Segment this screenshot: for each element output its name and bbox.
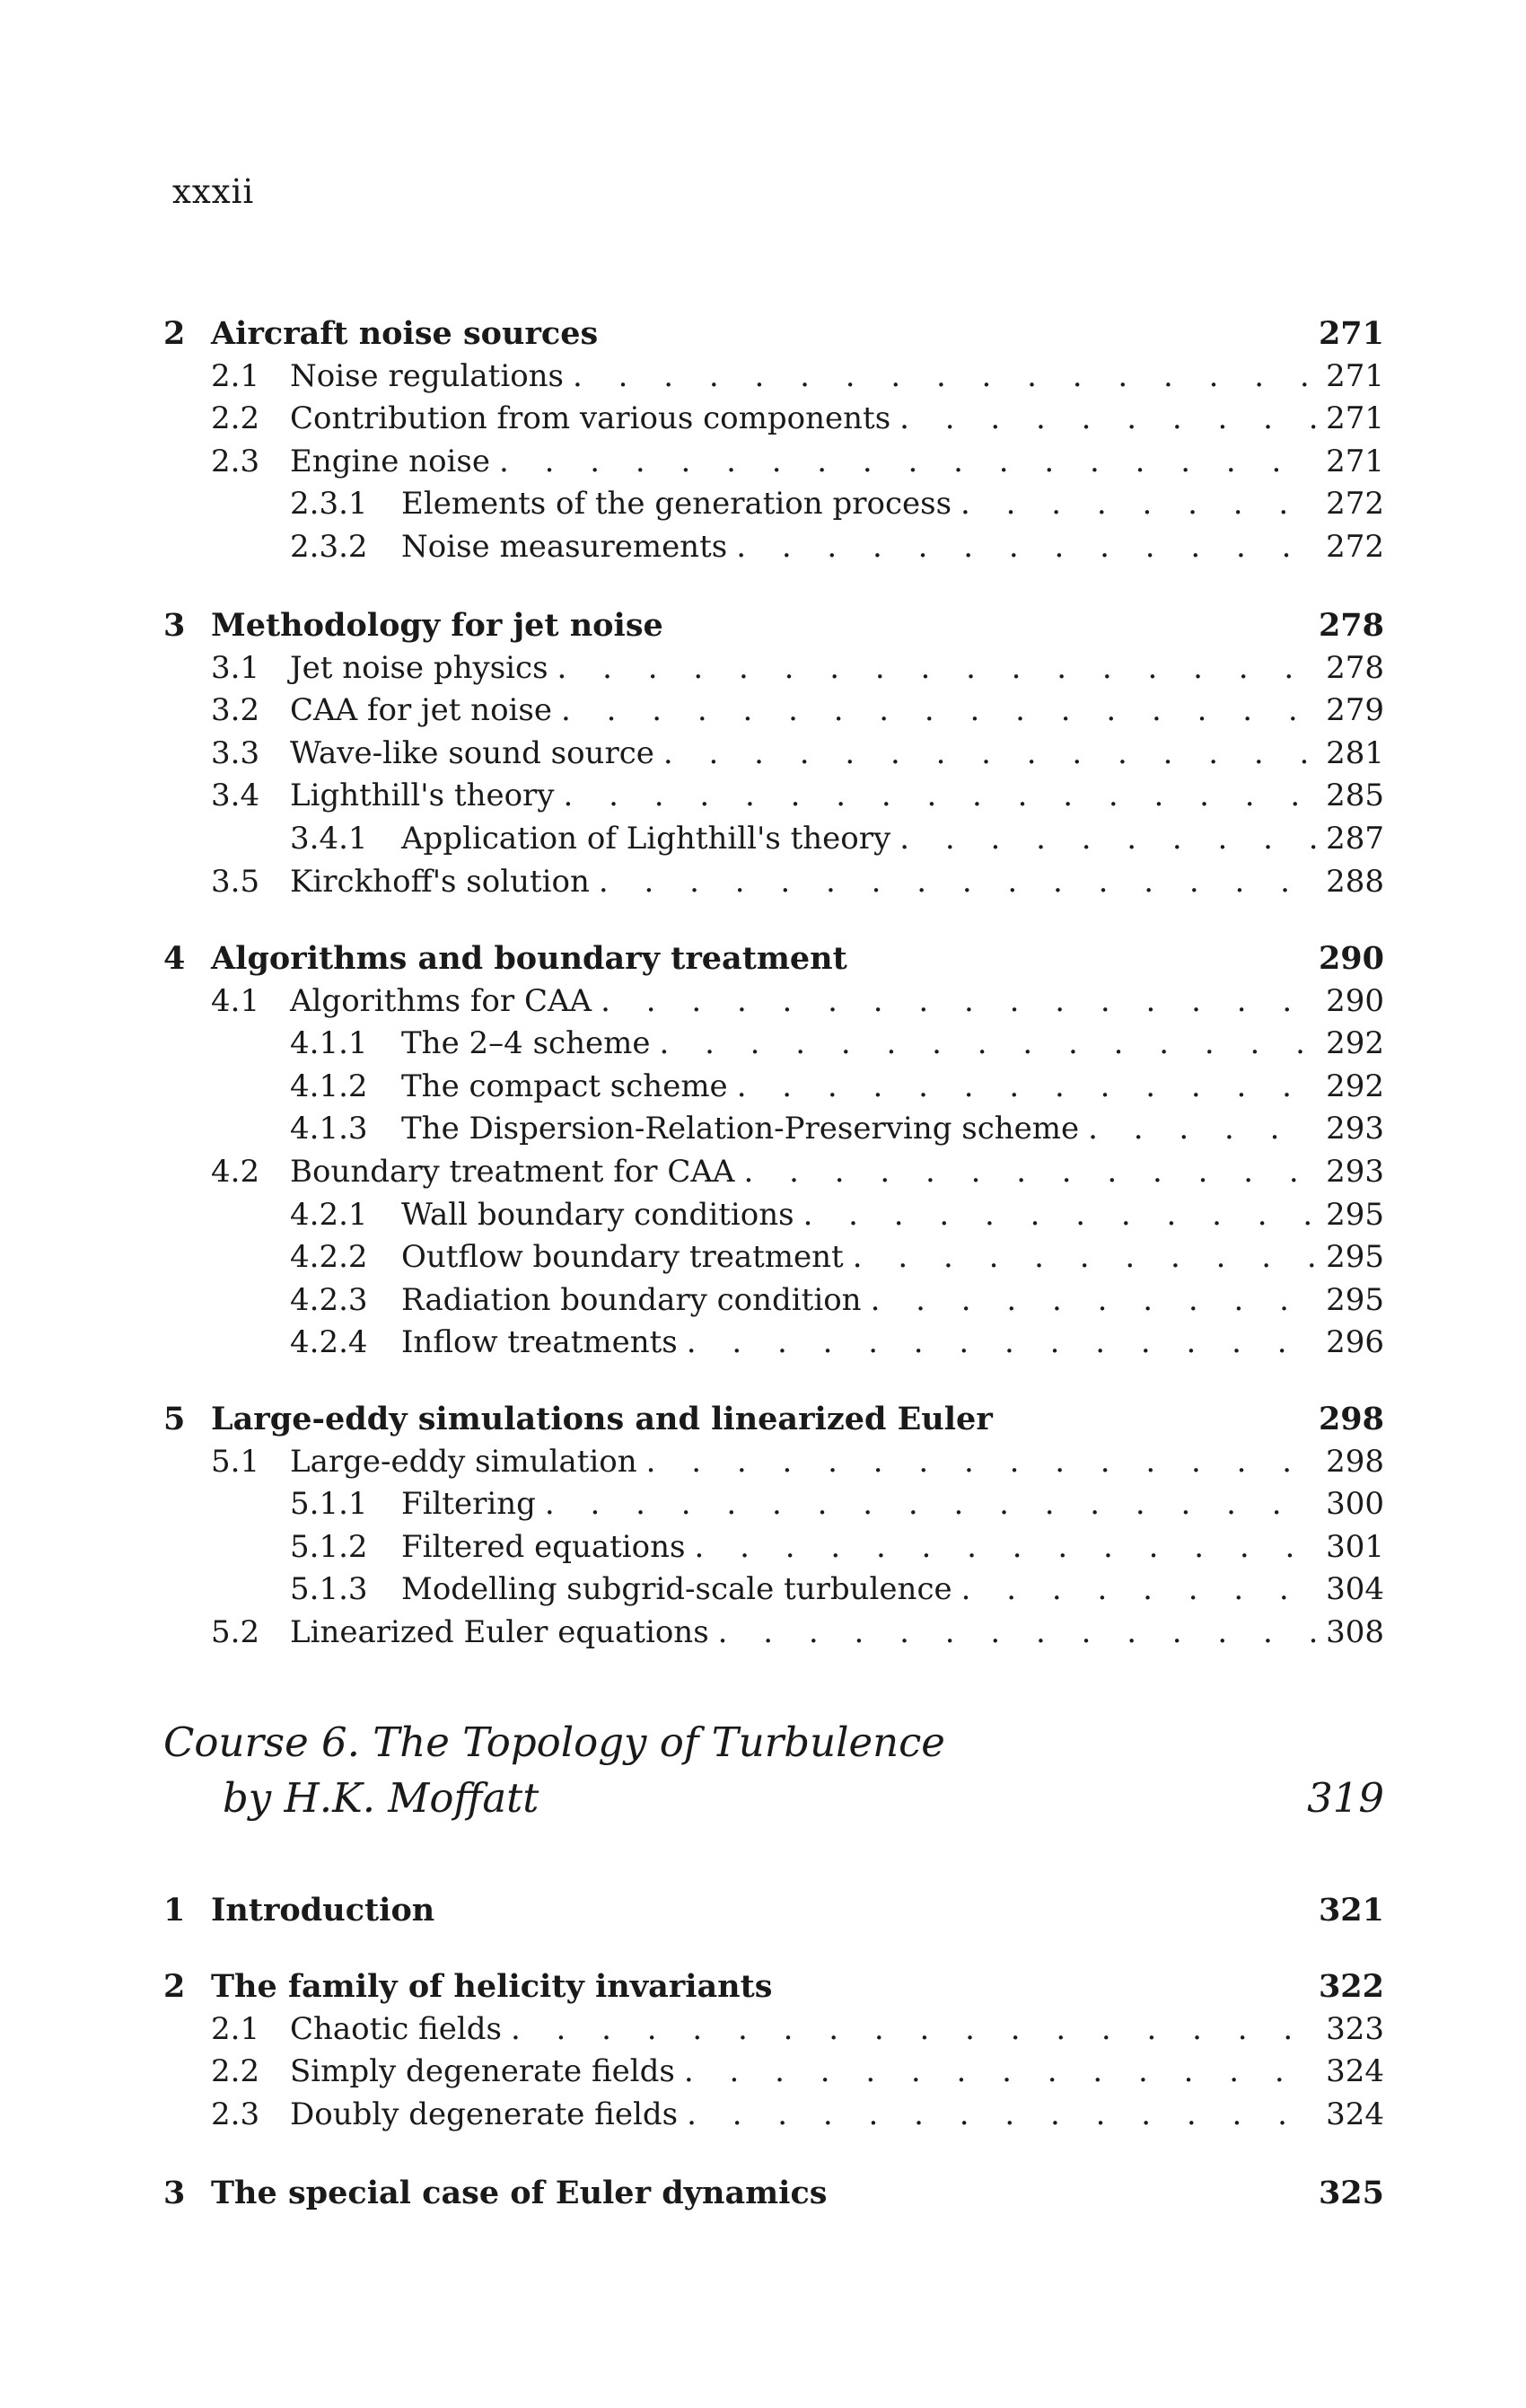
- toc-entry-subsub: [163, 1023, 1384, 1066]
- toc-entry-page: 308: [1326, 1613, 1384, 1650]
- toc-entry-number: 3.4: [211, 778, 260, 814]
- course-page: 319: [1307, 1774, 1384, 1822]
- toc-entry-number: 3.5: [211, 863, 260, 900]
- toc-leader-dots: [899, 398, 1316, 441]
- toc-entry-sub: [163, 733, 1384, 776]
- toc-course6-block-2: [163, 1965, 1384, 2136]
- toc-leader-dots: [694, 1526, 1316, 1569]
- toc-entry-sub: [163, 980, 1384, 1024]
- toc-entry-title: Introduction: [211, 1892, 435, 1929]
- toc-entry-number: 2.1: [211, 357, 260, 394]
- toc-entry-number: 4.2.1: [290, 1196, 368, 1233]
- course-title: Course 6. The Topology of Turbulence: [163, 1718, 945, 1766]
- toc-entry-page: 292: [1326, 1068, 1384, 1104]
- toc-entry-title: Radiation boundary condition: [401, 1281, 862, 1318]
- toc-leader-dots: [871, 1279, 1316, 1323]
- toc-entry-title: Chaotic fields: [290, 2010, 502, 2047]
- toc-leader-dots: [663, 733, 1316, 776]
- toc-entry-number: 4.1.1: [290, 1025, 368, 1062]
- toc-entry-page: 293: [1326, 1153, 1384, 1190]
- toc-entry-sub: [163, 861, 1384, 904]
- toc-leader-dots: [684, 2051, 1316, 2094]
- toc-entry-title: CAA for jet noise: [290, 692, 552, 729]
- toc-leader-dots: [646, 1441, 1316, 1484]
- toc-leader-dots: [561, 690, 1316, 733]
- toc-entry-title: Elements of the generation process: [401, 486, 952, 523]
- toc-entry-sub: [163, 1441, 1384, 1484]
- toc-leader-dots: [736, 526, 1316, 569]
- toc-entry-page: 325: [1318, 2175, 1384, 2211]
- toc-leader-dots: [961, 1569, 1316, 1612]
- toc-entry-sub: [163, 2051, 1384, 2094]
- toc-entry-title: Large-eddy simulations and linearized Euler: [211, 1401, 993, 1437]
- toc-entry-title: Algorithms and boundary treatment: [211, 940, 847, 977]
- toc-block-3: [163, 604, 1384, 903]
- toc-entry-title: Wall boundary conditions: [401, 1196, 794, 1233]
- toc-entry-title: Engine noise: [290, 443, 490, 479]
- toc-entry-title: The special case of Euler dynamics: [211, 2175, 828, 2211]
- toc-entry-page: 278: [1326, 649, 1384, 686]
- toc-entry-page: 271: [1326, 443, 1384, 479]
- toc-entry-sub: [163, 356, 1384, 399]
- toc-entry-page: 292: [1326, 1025, 1384, 1062]
- toc-entry-number: 2.3.2: [290, 528, 368, 565]
- toc-entry-page: 279: [1326, 692, 1384, 729]
- toc-entry-number: 2: [163, 1968, 186, 2005]
- toc-entry-page: 300: [1326, 1486, 1384, 1523]
- toc-entry-number: 2.2: [211, 2053, 260, 2090]
- toc-entry-number: 4.1.2: [290, 1068, 368, 1104]
- toc-block-4: [163, 937, 1384, 1365]
- toc-entry-sub: [163, 1151, 1384, 1194]
- toc-entry-sub: [163, 647, 1384, 690]
- toc-entry-sub: [163, 2008, 1384, 2052]
- toc-entry-page: 293: [1326, 1111, 1384, 1147]
- toc-entry-number: 4: [163, 940, 186, 977]
- toc-entry-page: 298: [1318, 1401, 1384, 1437]
- toc-leader-dots: [687, 2094, 1316, 2137]
- page-number: xxxii: [172, 172, 255, 211]
- toc-entry-page: 324: [1326, 2053, 1384, 2090]
- toc-leader-dots: [899, 818, 1316, 861]
- toc-leader-dots: [803, 1194, 1316, 1237]
- toc-entry-number: 5.1: [211, 1443, 260, 1480]
- toc-entry-number: 4.2.4: [290, 1324, 368, 1361]
- toc-leader-dots: [601, 980, 1316, 1024]
- toc-leader-dots: [737, 1066, 1316, 1109]
- toc-entry-number: 2.2: [211, 400, 260, 437]
- toc-entry-subsub: [163, 1108, 1384, 1151]
- toc-entry-sec: [163, 604, 1384, 647]
- toc-entry-subsub: [163, 1194, 1384, 1237]
- toc-entry-number: 5.1.3: [290, 1571, 368, 1608]
- toc-entry-number: 5.1.2: [290, 1528, 368, 1565]
- toc-entry-page: 290: [1326, 982, 1384, 1019]
- toc-entry-page: 295: [1326, 1239, 1384, 1276]
- course-author: by H.K. Moffatt: [223, 1774, 539, 1822]
- toc-entry-sec: [163, 1398, 1384, 1441]
- toc-entry-sub: [163, 690, 1384, 733]
- toc-entry-title: Large-eddy simulation: [290, 1443, 637, 1480]
- toc-entry-subsub: [163, 1322, 1384, 1365]
- toc-entry-number: 2.1: [211, 2010, 260, 2047]
- toc-leader-dots: [499, 441, 1316, 484]
- toc-entry-title: Noise regulations: [290, 357, 565, 394]
- toc-entry-number: 5: [163, 1401, 186, 1437]
- toc-entry-number: 4.2.2: [290, 1239, 368, 1276]
- toc-entry-page: 278: [1318, 607, 1384, 644]
- toc-entry-sub: [163, 2094, 1384, 2137]
- toc-entry-page: 324: [1326, 2096, 1384, 2132]
- toc-entry-page: 290: [1318, 940, 1384, 977]
- toc-entry-title: Application of Lighthill's theory: [401, 820, 891, 857]
- toc-entry-page: 295: [1326, 1196, 1384, 1233]
- toc-entry-number: 4.2.3: [290, 1281, 368, 1318]
- toc-entry-subsub: [163, 1526, 1384, 1569]
- toc-entry-number: 5.1.1: [290, 1486, 368, 1523]
- toc-entry-number: 2.3: [211, 443, 260, 479]
- toc-entry-title: Aircraft noise sources: [211, 315, 599, 352]
- toc-entry-page: 271: [1326, 400, 1384, 437]
- toc-entry-sec: [163, 312, 1384, 356]
- toc-entry-number: 4.1.3: [290, 1111, 368, 1147]
- toc-entry-number: 2.3: [211, 2096, 260, 2132]
- toc-entry-page: 304: [1326, 1571, 1384, 1608]
- toc-entry-title: Wave-like sound source: [290, 734, 654, 771]
- toc-entry-page: 295: [1326, 1281, 1384, 1318]
- toc-entry-page: 298: [1326, 1443, 1384, 1480]
- toc-entry-page: 271: [1326, 357, 1384, 394]
- toc-entry-sub: [163, 1612, 1384, 1655]
- toc-leader-dots: [573, 356, 1316, 399]
- toc-entry-number: 3.4.1: [290, 820, 368, 857]
- course-heading: [163, 1715, 1384, 1826]
- toc-leader-dots: [687, 1322, 1316, 1365]
- toc-entry-page: 271: [1318, 315, 1384, 352]
- toc-entry-title: The compact scheme: [401, 1068, 728, 1104]
- toc-entry-page: 272: [1326, 486, 1384, 523]
- toc-entry-title: Kirckhoff's solution: [290, 863, 590, 900]
- toc-leader-dots: [1088, 1108, 1316, 1151]
- toc-entry-subsub: [163, 483, 1384, 526]
- toc-entry-subsub: [163, 526, 1384, 569]
- toc-entry-title: Linearized Euler equations: [290, 1613, 709, 1650]
- toc-entry-number: 3.3: [211, 734, 260, 771]
- toc-entry-page: 288: [1326, 863, 1384, 900]
- toc-entry-number: 2: [163, 315, 186, 352]
- toc-entry-title: The family of helicity invariants: [211, 1968, 773, 2005]
- toc-entry-sec: [163, 1965, 1384, 2008]
- toc-leader-dots: [744, 1151, 1317, 1194]
- toc-block-5: [163, 1398, 1384, 1655]
- toc-entry-number: 3.1: [211, 649, 260, 686]
- toc-entry-sec: [163, 2172, 1384, 2215]
- toc-entry-number: 1: [163, 1892, 186, 1929]
- toc-leader-dots: [599, 861, 1316, 904]
- toc-entry-page: 322: [1318, 1968, 1384, 2005]
- toc-entry-page: 321: [1318, 1892, 1384, 1929]
- toc-entry-title: Outflow boundary treatment: [401, 1239, 844, 1276]
- toc-entry-page: 323: [1326, 2010, 1384, 2047]
- toc-entry-page: 296: [1326, 1324, 1384, 1361]
- toc-entry-number: 3.2: [211, 692, 260, 729]
- toc-leader-dots: [557, 647, 1316, 690]
- toc-entry-subsub: [163, 1279, 1384, 1323]
- toc-entry-number: 4.1: [211, 982, 260, 1019]
- toc-entry-title: Inflow treatments: [401, 1324, 678, 1361]
- toc-entry-sec: [163, 1889, 1384, 1932]
- toc-entry-number: 3: [163, 607, 186, 644]
- toc-leader-dots: [511, 2008, 1316, 2052]
- toc-entry-title: Filtering: [401, 1486, 536, 1523]
- toc-entry-title: Lighthill's theory: [290, 778, 555, 814]
- toc-entry-title: The Dispersion-Relation-Preserving scheme: [401, 1111, 1080, 1147]
- toc-entry-number: 5.2: [211, 1613, 260, 1650]
- toc-entry-page: 287: [1326, 820, 1384, 857]
- toc-entry-title: Modelling subgrid-scale turbulence: [401, 1571, 952, 1608]
- toc-block-2: [163, 312, 1384, 569]
- toc-entry-subsub: [163, 818, 1384, 861]
- toc-leader-dots: [564, 775, 1316, 818]
- toc-entry-title: Jet noise physics: [290, 649, 548, 686]
- toc-entry-number: 2.3.1: [290, 486, 368, 523]
- toc-entry-title: Contribution from various components: [290, 400, 891, 437]
- toc-leader-dots: [659, 1023, 1316, 1066]
- toc-entry-title: Algorithms for CAA: [290, 982, 592, 1019]
- toc-entry-number: 4.2: [211, 1153, 260, 1190]
- toc-leader-dots: [545, 1483, 1316, 1526]
- toc-entry-title: Boundary treatment for CAA: [290, 1153, 735, 1190]
- course-title-line: [163, 1715, 1384, 1771]
- toc-entry-subsub: [163, 1569, 1384, 1612]
- toc-entry-page: 285: [1326, 778, 1384, 814]
- toc-entry-subsub: [163, 1066, 1384, 1109]
- toc-leader-dots: [853, 1236, 1316, 1279]
- toc-course6-block-3: [163, 2172, 1384, 2215]
- toc-entry-page: 272: [1326, 528, 1384, 565]
- toc-course6-block-1: [163, 1889, 1384, 1932]
- toc-leader-dots: [718, 1612, 1316, 1655]
- course-author-line: [163, 1771, 1384, 1826]
- toc-entry-page: 281: [1326, 734, 1384, 771]
- toc-entry-number: 3: [163, 2175, 186, 2211]
- toc-entry-title: Filtered equations: [401, 1528, 686, 1565]
- toc-entry-subsub: [163, 1483, 1384, 1526]
- toc-entry-title: Simply degenerate fields: [290, 2053, 675, 2090]
- toc-entry-subsub: [163, 1236, 1384, 1279]
- toc-entry-title: Noise measurements: [401, 528, 728, 565]
- toc-leader-dots: [960, 483, 1316, 526]
- toc-entry-sec: [163, 937, 1384, 980]
- toc-entry-title: Doubly degenerate fields: [290, 2096, 679, 2132]
- toc-entry-page: 301: [1326, 1528, 1384, 1565]
- toc-entry-sub: [163, 775, 1384, 818]
- toc-entry-title: Methodology for jet noise: [211, 607, 663, 644]
- toc-entry-title: The 2–4 scheme: [401, 1025, 651, 1062]
- toc-entry-sub: [163, 441, 1384, 484]
- toc-entry-sub: [163, 398, 1384, 441]
